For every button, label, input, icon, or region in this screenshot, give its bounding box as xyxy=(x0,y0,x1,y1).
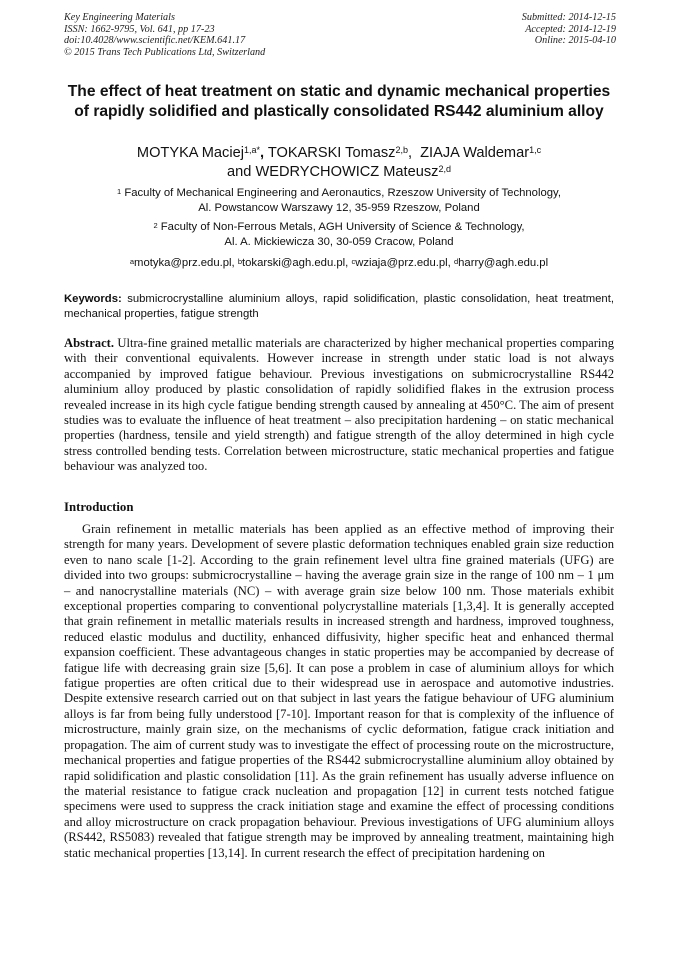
affiliation-2 xyxy=(64,220,614,250)
keywords-block xyxy=(64,292,614,322)
affiliation-1 xyxy=(64,186,614,216)
author-name: MOTYKA Maciej xyxy=(136,145,244,161)
keywords-text: submicrocrystalline aluminium alloys, rapid solidification, plastic consolidation, heat treatment, mechanical properties, fatigue strength xyxy=(64,293,614,320)
author-superscript: 2,d xyxy=(438,163,451,174)
authors-line-2 xyxy=(64,163,614,182)
author-name: ZIAJA Waldemar xyxy=(420,145,530,161)
email-marker: b xyxy=(237,257,242,266)
keywords-label: Keywords: xyxy=(64,293,122,305)
affiliation-address: Al. Powstancow Warszawy 12, 35-959 Rzeszow, Poland xyxy=(198,202,480,215)
email-link[interactable]: tokarski@agh.edu.pl, xyxy=(242,257,349,269)
section-heading-introduction: Introduction xyxy=(64,500,134,514)
abstract-text: Ultra-fine grained metallic materials are characterized by higher mechanical properties comparing with their conventional equivalents. However increase in strength under static load is not always accompanied by improved fatigue behaviour. Previous investigations on submicrocrystalline RS442 aluminium alloy produced by plastic consolidation of rapidly solidified flakes in the extrusion process revealed increase in its high cycle fatigue bending strength caused by annealing at 450°C. The aim of present studies was to evaluate the influence of heat treatment – also precipitation hardening – on static mechanical properties (hardness, tensile and yield strength) and fatigue strength of the alloy determined in high cycle stress controlled bending tests. Correlation between microstructure, static mechanical properties and fatigue behaviour was analyzed too. xyxy=(64,336,614,474)
author-name: WEDRYCHOWICZ Mateusz xyxy=(255,163,439,180)
dates-header xyxy=(522,12,616,47)
authors-line-1: MOTYKA Maciej$^{1,a*}$, TOKARSKI Tomasz$^{2,b}$, ZIAJA Waldemar$^{1,c}$ xyxy=(136,145,542,161)
email-marker: d xyxy=(453,257,459,266)
issn-line: ISSN: 1662-9795, Vol. 641, pp 17-23 xyxy=(64,23,215,35)
email-list xyxy=(64,256,614,271)
affiliation-address: Al. A. Mickiewicza 30, 30-059 Cracow, Poland xyxy=(224,236,454,249)
affiliation-marker: 2 xyxy=(153,221,158,230)
submitted-date: Submitted: 2014-12-15 xyxy=(521,12,616,23)
email-link[interactable]: wziaja@prz.edu.pl, xyxy=(355,257,451,269)
doi-line[interactable]: doi:10.4028/www.scientific.net/KEM.641.17 xyxy=(64,35,246,47)
email-marker: a xyxy=(129,257,135,266)
journal-header xyxy=(64,12,265,58)
author-name: TOKARSKI Tomasz xyxy=(267,145,396,161)
abstract-block xyxy=(64,336,614,475)
email-link[interactable]: motyka@prz.edu.pl, xyxy=(134,257,235,269)
copyright-line: © 2015 Trans Tech Publications Ltd, Switzerland xyxy=(64,46,266,58)
journal-name: Key Engineering Materials xyxy=(64,12,175,23)
author-conjunction: and xyxy=(227,163,252,180)
email-marker: c xyxy=(351,257,356,266)
accepted-date: Accepted: 2014-12-19 xyxy=(525,23,616,35)
affiliation-line: Faculty of Mechanical Engineering and Aeronautics, Rzeszow University of Technology, xyxy=(124,187,561,199)
affiliation-line: Faculty of Non-Ferrous Metals, AGH University of Science & Technology, xyxy=(160,221,525,233)
author-superscript: 1,a* xyxy=(243,145,260,155)
paper-title: The effect of heat treatment on static and dynamic mechanical properties of rapidly solidified and plastically consolidated RS442 aluminium alloy xyxy=(67,83,611,120)
email-link[interactable]: harry@agh.edu.pl xyxy=(458,257,549,269)
abstract-label: Abstract. xyxy=(64,336,115,350)
introduction-paragraph: Grain refinement in metallic materials has been applied as an effective method of improving their strength for many years. Development of severe plastic deformation techniques enabled grain size reduction even to nano scale [1-2]. According to the grain refinement level ultra fine grained materials (UFG) are divided into two groups: submicrocrystalline – having the average grain size in the range of 100 nm – 1 μm – and nanocrystalline materials (NC) – with average grain size below 100 nm. Those materials exhibit exceptional properties comparing to conventional polycrystalline materials [1,3,4]. It is generally accepted that grain refinement in metallic materials results in increased strength and hardness, improved toughness, reduced elastic modulus and ductility, enhanced diffusivity, higher specific heat and enhanced thermal expansion coefficient. These advantageous changes in static properties may be accompanied by decrease of fatigue life with decreasing grain size [5,6]. It can pose a problem in case of aluminium alloys for which fatigue properties are often critical due to their widespread use in aerospace and automotive industries. Despite extensive research carried out on that subject in last years the fatigue behaviour of UFG aluminium alloys is far from being fully understood [7-10]. Important reason for that is complexity of the influence of microstructure, mainly grain size, on the mechanisms of cyclic deformation, fatigue crack initiation and propagation. The aim of current study was to investigate the effect of processing route on the microstructure, mechanical properties and fatigue properties of the RS442 submicrocrystalline aluminium alloy obtained by rapid solidification and plastic consolidation [11]. As the grain refinement has usually adverse influence on the material resistance to fatigue crack nucleation and propagation [12] in current tests notched fatigue specimens were used to suppress the crack initiation stage and examine the effect of processing conditions and alloy microstructure on crack propagation behaviour. Previous investigations of UFG aluminium alloys (RS442, RS5083) revealed that fatigue strength may be improved by annealing treatment, maintaining high static mechanical properties [13,14]. In current research the effect of precipitation hardening on xyxy=(64,522,614,860)
author-superscript: 2,b xyxy=(395,145,408,155)
author-list xyxy=(64,144,614,181)
online-date: Online: 2015-04-10 xyxy=(534,35,616,47)
author-superscript: 1,c xyxy=(529,145,542,155)
affiliation-marker: 1 xyxy=(117,187,122,196)
